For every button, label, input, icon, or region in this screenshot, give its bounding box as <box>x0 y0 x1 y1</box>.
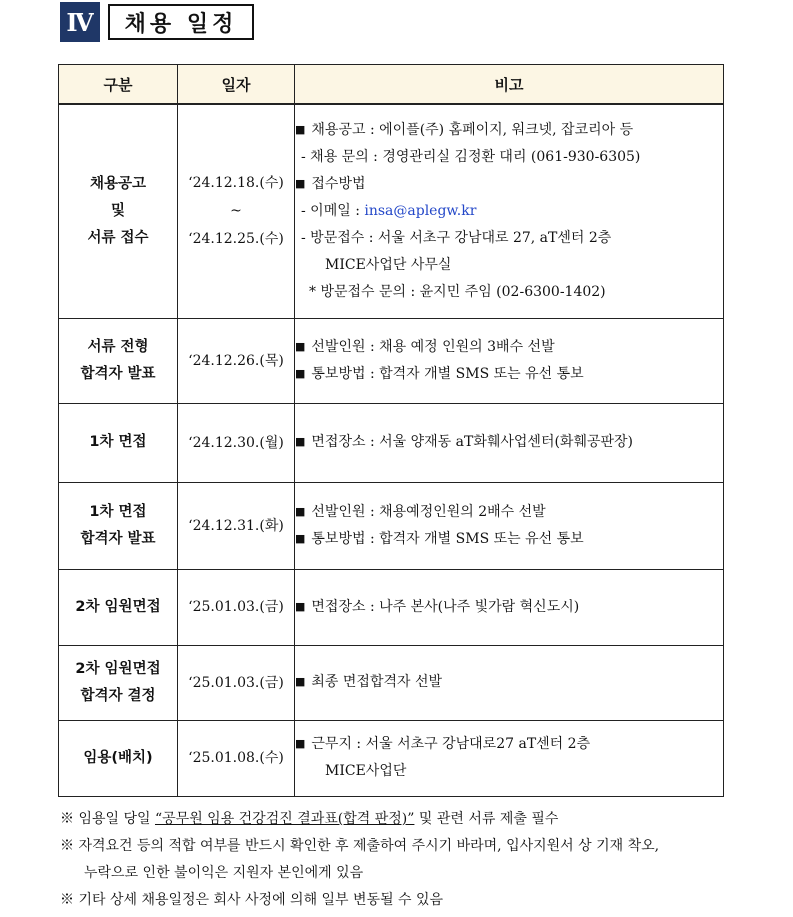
table-row <box>59 720 724 796</box>
square-bullet-icon: ■ <box>295 675 306 688</box>
note-line: ■ 접수방법 <box>295 175 366 192</box>
schedule-table <box>58 64 724 797</box>
square-bullet-icon: ■ <box>295 737 306 750</box>
square-bullet-icon: ■ <box>295 122 306 136</box>
header-note: 비고 <box>295 65 724 105</box>
table-row <box>59 569 724 645</box>
table-row <box>59 482 724 569</box>
date-start: ‘24.12.18.(수) <box>188 175 284 192</box>
note-line: ■ 선발인원 : 채용예정인원의 2배수 선발 <box>295 503 546 520</box>
row-date: ‘25.01.03.(금) <box>178 645 295 720</box>
footnote: ※ 기타 상세 채용일정은 회사 사정에 의해 일부 변동될 수 있음 <box>60 892 444 908</box>
row-note <box>295 104 724 318</box>
row-date: ‘24.12.30.(월) <box>178 403 295 482</box>
reference-mark-icon: ※ <box>60 892 74 908</box>
note-line: - 이메일 : insa@aplegw.kr <box>301 202 477 219</box>
footnote-continuation: 누락으로 인한 불이익은 지원자 본인에게 있음 <box>84 865 364 881</box>
row-date <box>178 104 295 318</box>
category-line: 2차 임원면접 <box>75 660 161 677</box>
square-bullet-icon: ■ <box>295 435 306 448</box>
footnotes <box>60 806 750 914</box>
row-category <box>59 104 178 318</box>
note-line: ■ 면접장소 : 나주 본사(나주 빛가람 혁신도시) <box>295 598 580 615</box>
table-row <box>59 645 724 720</box>
table-row <box>59 318 724 403</box>
category-line: 합격자 결정 <box>80 687 156 704</box>
note-line: MICE사업단 사무실 <box>325 256 452 273</box>
table-row <box>59 403 724 482</box>
category-line: 서류 접수 <box>87 229 149 246</box>
table-header-row <box>59 65 724 105</box>
note-line: - 채용 문의 : 경영관리실 김정환 대리 (061-930-6305) <box>301 148 641 165</box>
note-line: ■ 채용공고 : 에이플(주) 홈페이지, 워크넷, 잡코리아 등 <box>295 121 634 138</box>
footnote: ※ 임용일 당일 “공무원 임용 건강검진 결과표(합격 판정)” 및 관련 서류 제출 필수 <box>60 811 559 827</box>
square-bullet-icon: ■ <box>295 599 306 613</box>
row-category: 2차 임원면접 <box>59 569 178 645</box>
section-title: 채용 일정 <box>108 4 254 40</box>
section-heading <box>60 2 254 42</box>
section-number-badge: Ⅳ <box>60 2 100 42</box>
category-line: 및 <box>110 202 125 219</box>
row-date: ‘24.12.26.(목) <box>178 318 295 403</box>
row-date: ‘25.01.03.(금) <box>178 569 295 645</box>
note-line: ■ 최종 면접합격자 선발 <box>295 674 443 690</box>
row-note <box>295 403 724 482</box>
row-category: 1차 면접 <box>59 403 178 482</box>
date-end: ‘24.12.25.(수) <box>188 231 284 248</box>
header-date: 일자 <box>178 65 295 105</box>
underlined-document-name: “공무원 임용 건강검진 결과표(합격 판정)” <box>154 811 415 827</box>
note-line: ■ 면접장소 : 서울 양재동 aT화훼사업센터(화훼공판장) <box>295 434 634 450</box>
category-line: 합격자 발표 <box>80 530 156 547</box>
category-line: 1차 면접 <box>89 503 147 520</box>
table-row <box>59 104 724 318</box>
note-line: ■ 선발인원 : 채용 예정 인원의 3배수 선발 <box>295 338 555 355</box>
footnote: ※ 자격요건 등의 적합 여부를 반드시 확인한 후 제출하여 주시기 바라며, 입사지원서 상 기재 착오, <box>60 838 660 854</box>
header-category: 구분 <box>59 65 178 105</box>
category-line: 합격자 발표 <box>80 365 156 382</box>
row-note <box>295 720 724 796</box>
row-category <box>59 482 178 569</box>
row-note <box>295 569 724 645</box>
category-line: 서류 전형 <box>87 338 149 355</box>
square-bullet-icon: ■ <box>295 176 306 190</box>
row-date: ‘25.01.08.(수) <box>178 720 295 796</box>
square-bullet-icon: ■ <box>295 339 306 353</box>
row-category: 임용(배치) <box>59 720 178 796</box>
date-separator: ~ <box>230 203 242 220</box>
square-bullet-icon: ■ <box>295 531 306 545</box>
row-category <box>59 645 178 720</box>
square-bullet-icon: ■ <box>295 504 306 518</box>
row-category <box>59 318 178 403</box>
note-line: MICE사업단 <box>325 763 407 779</box>
row-date: ‘24.12.31.(화) <box>178 482 295 569</box>
row-note <box>295 482 724 569</box>
note-line: ■ 통보방법 : 합격자 개별 SMS 또는 유선 통보 <box>295 365 584 382</box>
note-line: - 방문접수 : 서울 서초구 강남대로 27, aT센터 2층 <box>301 229 612 246</box>
reference-mark-icon: ※ <box>60 811 74 827</box>
note-line: * 방문접수 문의 : 윤지민 주임 (02-6300-1402) <box>309 283 606 300</box>
row-note <box>295 645 724 720</box>
note-line: ■ 통보방법 : 합격자 개별 SMS 또는 유선 통보 <box>295 530 584 547</box>
email-link[interactable]: insa@aplegw.kr <box>364 202 477 219</box>
note-line: ■ 근무지 : 서울 서초구 강남대로27 aT센터 2층 <box>295 736 591 752</box>
reference-mark-icon: ※ <box>60 838 74 854</box>
category-line: 채용공고 <box>89 175 147 192</box>
square-bullet-icon: ■ <box>295 366 306 380</box>
row-note <box>295 318 724 403</box>
